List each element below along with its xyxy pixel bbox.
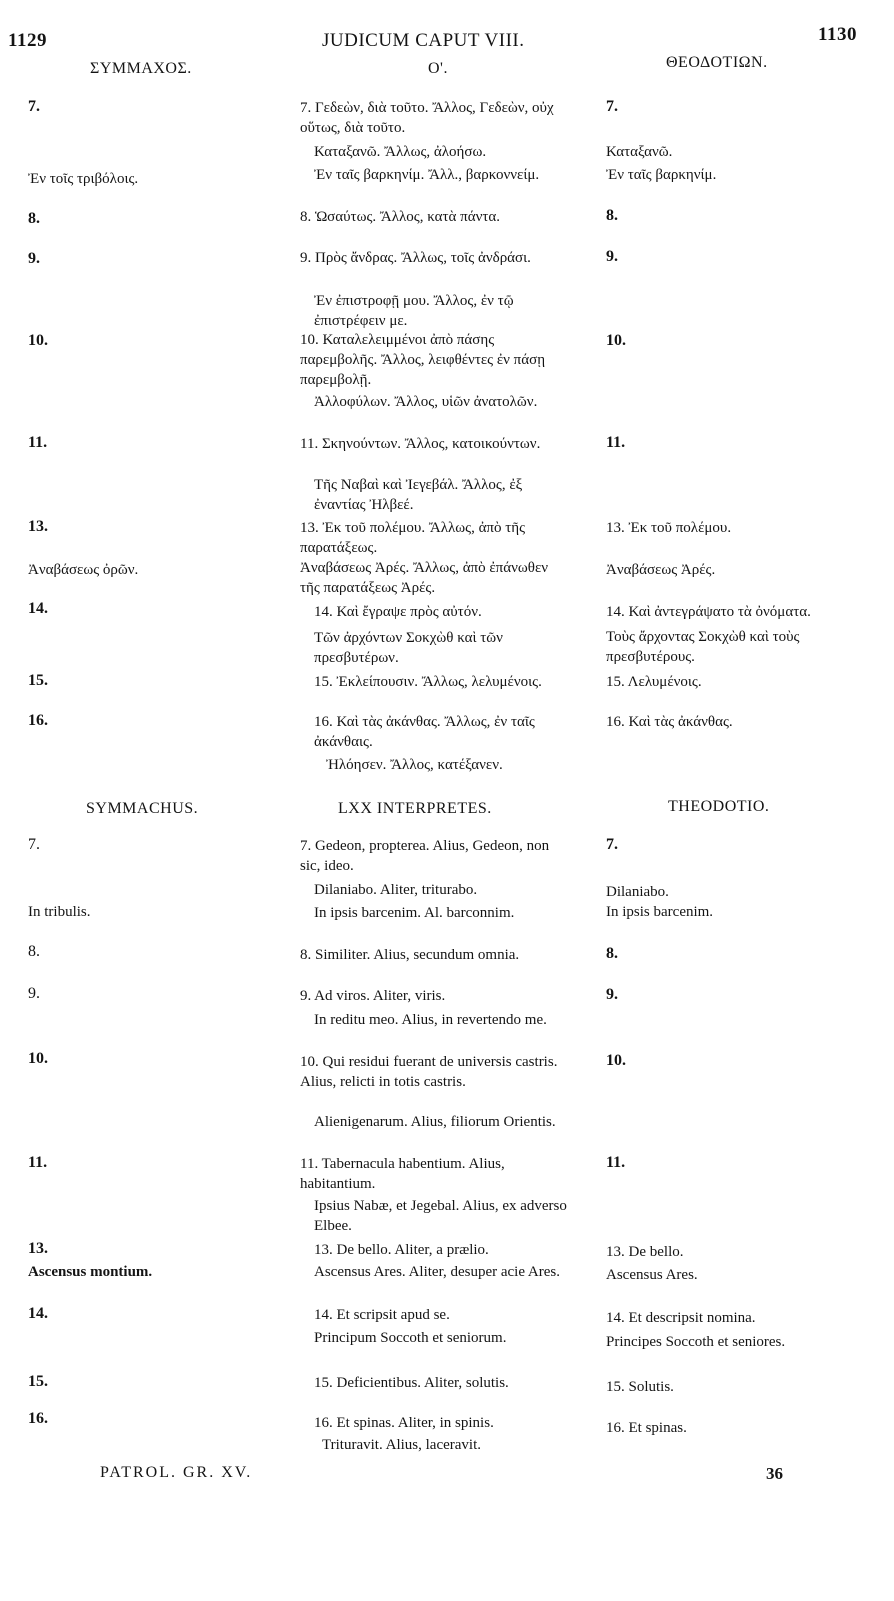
greek-mid-entry: Ἐν ταῖς βαρκηνίμ. Ἄλλ., βαρκοννείμ. (314, 167, 540, 183)
greek-left-line: 11. (28, 434, 48, 451)
latin-mid-entry: Trituravit. Alius, laceravit. (322, 1437, 482, 1453)
latin-mid-entry: In ipsis barcenim. Al. barconnim. (314, 905, 515, 921)
greek-left-line: 16. (28, 712, 48, 729)
greek-mid-entry: Ἀναβάσεως Ἀρές. Ἄλλως, ἀπὸ ἐπάνωθεν τῆς παρατάξεως Ἀρές. (300, 560, 549, 596)
greek-left-line: 13. (28, 518, 48, 535)
greek-right-line: Ἀναβάσεως Ἀρές. (606, 562, 716, 578)
latin-right-line: 15. Solutis. (606, 1379, 674, 1395)
greek-right-line: 15. Λελυμένοις. (606, 674, 702, 690)
latin-mid-entry: Alienigenarum. Alius, filiorum Orientis. (314, 1114, 556, 1130)
greek-right-line: 10. (606, 332, 626, 349)
latin-left-line: 14. (28, 1305, 48, 1322)
greek-right-line: 9. (606, 248, 618, 265)
latin-right-line: 16. Et spinas. (606, 1420, 687, 1436)
latin-mid-entry: 15. Deficientibus. Aliter, solutis. (314, 1375, 509, 1391)
greek-left-line: 14. (28, 600, 48, 617)
latin-left-line: 15. (28, 1373, 48, 1390)
greek-mid-entry: 11. Σκηνούντων. Ἄλλος, κατοικούντων. (300, 436, 541, 452)
latin-mid-entry: 11. Tabernacula habentium. Alius, habitantium. (300, 1156, 505, 1192)
greek-head-lxx: Ο'. (428, 60, 448, 77)
latin-left-line: In tribulis. (28, 904, 91, 920)
greek-mid-entry: 8. Ὡσαύτως. Ἄλλος, κατὰ πάντα. (300, 209, 501, 225)
greek-mid-entry: Ἠλόησεν. Ἄλλος, κατέξανεν. (326, 757, 503, 773)
latin-right-line: 9. (606, 986, 618, 1003)
latin-left-line: 8. (28, 943, 40, 960)
greek-right-line: Τοὺς ἄρχοντας Σοκχὼθ καὶ τοὺς πρεσβυτέρους. (606, 629, 800, 665)
greek-left-line: 10. (28, 332, 48, 349)
latin-head-theodotio: THEODOTIO. (668, 798, 770, 815)
latin-left-line: 9. (28, 985, 40, 1002)
latin-mid-entry: 16. Et spinas. Aliter, in spinis. (314, 1415, 494, 1431)
greek-mid-entry: Τῆς Ναβαὶ καὶ Ἰεγεβάλ. Ἄλλος, ἐξ ἐναντίας Ἠλβεέ. (314, 477, 523, 513)
latin-mid-entry: 14. Et scripsit apud se. (314, 1307, 450, 1323)
greek-right-line: 14. Καὶ ἀντεγράψατο τὰ ὀνόματα. (606, 604, 811, 620)
running-title: JUDICUM CAPUT VIII. (322, 30, 525, 51)
latin-left-line: 10. (28, 1050, 48, 1067)
greek-mid-entry: Ἐν ἐπιστροφῇ μου. Ἄλλος, ἐν τῷ ἐπιστρέφειν με. (314, 293, 514, 329)
greek-left-line: Ἐν τοῖς τριβόλοις. (28, 171, 139, 187)
greek-mid-entry: 10. Καταλελειμμένοι ἀπὸ πάσης παρεμβολῆς. Ἄλλος, λειφθέντες ἐν πάσῃ παρεμβολῇ. (300, 332, 546, 388)
greek-left-line: 8. (28, 210, 40, 227)
latin-right-line: Dilaniabo. (606, 884, 669, 900)
latin-mid-entry: 10. Qui residui fuerant de universis castris. Alius, relicti in totis castris. (300, 1054, 558, 1090)
greek-head-symmachus: ΣΥΜΜΑΧΟΣ. (90, 60, 192, 77)
latin-mid-entry: 9. Ad viros. Aliter, viris. (300, 988, 446, 1004)
latin-right-line: Ascensus Ares. (606, 1267, 698, 1283)
latin-right-line: 11. (606, 1154, 626, 1171)
latin-left-line: 16. (28, 1410, 48, 1427)
latin-mid-entry: 7. Gedeon, propterea. Alius, Gedeon, non sic, ideo. (300, 838, 550, 874)
latin-left-line: 13. (28, 1240, 48, 1257)
greek-right-line: Ἐν ταῖς βαρκηνίμ. (606, 167, 717, 183)
greek-right-line: 8. (606, 207, 618, 224)
latin-right-line: 8. (606, 945, 618, 962)
greek-left-line: Ἀναβάσεως ὀρῶν. (28, 562, 139, 578)
latin-right-line: Principes Soccoth et seniores. (606, 1334, 786, 1350)
greek-mid-entry: 13. Ἐκ τοῦ πολέμου. Ἄλλως, ἀπὸ τῆς παρατάξεως. (300, 520, 526, 556)
latin-head-lxx: LXX INTERPRETES. (338, 800, 492, 817)
latin-mid-entry: Principum Soccoth et seniorum. (314, 1330, 507, 1346)
greek-left-line: 7. (28, 98, 40, 115)
greek-mid-entry: 7. Γεδεὼν, διὰ τοῦτο. Ἄλλος, Γεδεὼν, οὐχ οὕτως, διὰ τοῦτο. (300, 100, 554, 136)
greek-mid-entry: Καταξανῶ. Ἄλλως, ἀλοήσω. (314, 144, 487, 160)
latin-right-line: 13. De bello. (606, 1244, 684, 1260)
latin-right-line: In ipsis barcenim. (606, 904, 714, 920)
page-number-left: 1129 (8, 30, 47, 51)
latin-mid-entry: 8. Similiter. Alius, secundum omnia. (300, 947, 520, 963)
greek-mid-entry: Τῶν ἀρχόντων Σοκχὼθ καὶ τῶν πρεσβυτέρων. (314, 630, 503, 666)
footer-patrology: PATROL. GR. XV. (100, 1464, 253, 1481)
latin-mid-entry: Dilaniabo. Aliter, triturabo. (314, 882, 478, 898)
greek-right-line: 11. (606, 434, 626, 451)
greek-mid-entry: 15. Ἐκλείπουσιν. Ἄλλως, λελυμένοις. (314, 674, 542, 690)
page-number-right: 1130 (818, 24, 857, 45)
latin-head-symmachus: SYMMACHUS. (86, 800, 199, 817)
greek-right-line: 13. Ἐκ τοῦ πολέμου. (606, 520, 732, 536)
latin-right-line: 10. (606, 1052, 626, 1069)
greek-head-theodotion: ΘΕΟΔΟΤΙΩΝ. (666, 54, 768, 71)
latin-left-line: 11. (28, 1154, 48, 1171)
greek-right-line: Καταξανῶ. (606, 144, 673, 160)
greek-left-line: 9. (28, 250, 40, 267)
latin-right-line: 14. Et descripsit nomina. (606, 1310, 756, 1326)
greek-right-line: 16. Καὶ τὰς ἀκάνθας. (606, 714, 733, 730)
greek-mid-entry: 9. Πρὸς ἄνδρας. Ἄλλως, τοῖς ἀνδράσι. (300, 250, 531, 266)
greek-mid-entry: Ἀλλοφύλων. Ἄλλος, υἱῶν ἀνατολῶν. (314, 394, 538, 410)
latin-left-line: Ascensus montium. (28, 1264, 153, 1280)
greek-right-line: 7. (606, 98, 618, 115)
latin-mid-entry: Ascensus Ares. Aliter, desuper acie Ares. (314, 1264, 560, 1280)
latin-mid-entry: 13. De bello. Aliter, a prælio. (314, 1242, 489, 1258)
latin-right-line: 7. (606, 836, 618, 853)
footer-signature: 36 (766, 1464, 783, 1483)
latin-left-line: 7. (28, 836, 40, 853)
greek-left-line: 15. (28, 672, 48, 689)
greek-mid-entry: 14. Καὶ ἔγραψε πρὸς αὐτόν. (314, 604, 482, 620)
latin-mid-entry: In reditu meo. Alius, in revertendo me. (314, 1012, 547, 1028)
greek-mid-entry: 16. Καὶ τὰς ἀκάνθας. Ἄλλως, ἐν ταῖς ἀκάνθαις. (314, 714, 535, 750)
latin-mid-entry: Ipsius Nabæ, et Jegebal. Alius, ex adverso Elbee. (314, 1198, 567, 1234)
